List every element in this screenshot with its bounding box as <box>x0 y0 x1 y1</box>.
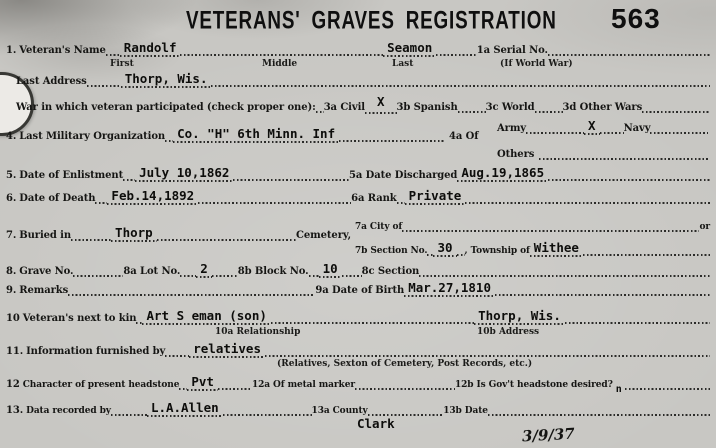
field-7a-or-label: or <box>699 222 710 232</box>
field-13-number: 13. <box>6 405 24 416</box>
dotted-leader <box>565 322 710 324</box>
field-1-last-value: Seamon <box>383 41 436 57</box>
field-4-row <box>6 125 444 143</box>
dotted-leader <box>179 388 187 390</box>
field-4-number: 4. <box>6 131 17 142</box>
field-8a-lot-value: 2 <box>196 262 212 278</box>
field-10b-address-sub: 10b Address <box>477 327 540 337</box>
field-7a-row <box>355 215 710 233</box>
field-5-value: July 10,1862 <box>135 166 233 182</box>
field-4-label: Last Military Organization <box>19 131 166 142</box>
sheet-number: 563 <box>611 3 661 34</box>
field-5-row <box>6 164 710 182</box>
field-13-value: L.A.Allen <box>147 401 223 417</box>
field-1-label: Veteran's Name <box>19 45 106 56</box>
dotted-leader <box>87 85 121 87</box>
dotted-leader <box>180 54 383 56</box>
field-5-label: Date of Enlistment <box>19 170 124 181</box>
dotted-leader <box>223 414 312 416</box>
dotted-leader <box>111 414 147 416</box>
field-7b-township-label: , Township of <box>464 246 530 256</box>
field-3b-spanish-label: 3b Spanish <box>396 102 458 113</box>
dotted-leader <box>642 111 710 113</box>
field-6a-rank-label: 6a Rank <box>351 193 397 204</box>
field-8a-lot-label: 8a Lot No. <box>123 266 181 277</box>
dotted-leader <box>419 275 710 277</box>
field-7b-row <box>355 239 710 257</box>
field-11-note: (Relatives, Sexton of Cemetery, Post Records, etc.) <box>277 359 533 369</box>
field-9-row <box>6 279 710 297</box>
field-1-sub-middle: Middle <box>262 59 298 69</box>
dotted-leader <box>625 388 710 390</box>
field-11-label: Information furnished by <box>26 346 166 357</box>
dotted-leader <box>526 132 584 134</box>
field-2-label: Last Address <box>16 76 87 87</box>
field-3d-other-wars-label: 3d Other Wars <box>562 102 643 113</box>
field-1a-serial-note: (If World War) <box>500 59 573 69</box>
field-13b-date-label: 13b Date <box>443 406 488 416</box>
field-10-kin-value: Art S eman (son) <box>142 309 270 325</box>
field-13-row <box>6 399 710 417</box>
dotted-leader <box>95 202 107 204</box>
field-13a-county-label: 13a County <box>311 406 368 416</box>
dotted-leader <box>548 179 710 181</box>
field-6-row <box>6 187 710 205</box>
dotted-leader <box>165 355 189 357</box>
field-3c-world-label: 3c World <box>485 102 535 113</box>
field-10-label: Veteran's next to kin <box>22 313 137 324</box>
field-1-number: 1. <box>6 45 17 56</box>
dotted-leader <box>165 140 173 142</box>
dotted-leader <box>583 254 710 256</box>
field-12-number: 12 <box>6 379 20 390</box>
field-7b-township-value: Withee <box>530 241 583 257</box>
field-3-label: War in which veteran participated (check proper one): <box>16 102 316 113</box>
dotted-leader <box>265 355 710 357</box>
dotted-leader <box>198 202 351 204</box>
field-7-value: Thorp <box>111 226 157 242</box>
dotted-leader <box>488 414 710 416</box>
field-12-value: Pvt <box>187 375 218 391</box>
dotted-leader <box>342 275 362 277</box>
field-4-value: Co. "H" 6th Minn. Inf <box>173 127 339 143</box>
field-12b-govt-value: n <box>615 384 622 395</box>
field-4a-army-navy-row <box>497 117 708 135</box>
dotted-leader <box>106 54 120 56</box>
field-12-row <box>6 373 710 395</box>
dotted-leader <box>123 179 135 181</box>
field-4a-navy-label: Navy <box>623 123 651 134</box>
field-13-label: Data recorded by <box>26 406 111 416</box>
field-6-label: Date of Death <box>19 193 96 204</box>
field-8-number: 8. <box>6 266 17 277</box>
dotted-leader <box>465 202 710 204</box>
field-3-row <box>16 96 710 114</box>
field-11-value: relatives <box>189 342 265 358</box>
dotted-leader <box>316 111 324 113</box>
field-7-row <box>6 224 351 242</box>
field-10-number: 10 <box>6 313 20 324</box>
field-10a-relationship-sub: 10a Relationship <box>215 327 301 337</box>
field-9a-birth-label: 9a Date of Birth <box>315 285 405 296</box>
dotted-leader <box>180 275 196 277</box>
field-6-number: 6. <box>6 193 17 204</box>
field-8b-block-label: 8b Block No. <box>237 266 309 277</box>
field-4a-others-label: Others <box>497 149 535 160</box>
field-1-first-value: Randolf <box>120 41 181 57</box>
field-12b-govt-label: 12b Is Gov't headstone desired? <box>454 380 613 390</box>
field-2-value: Thorp, Wis. <box>121 72 212 88</box>
dotted-leader <box>157 239 296 241</box>
field-6-value: Feb.14,1892 <box>107 189 198 205</box>
field-4a-army-checkmark: X <box>584 119 600 135</box>
field-7b-section-label: 7b Section No. <box>355 246 428 256</box>
dotted-leader <box>548 54 710 56</box>
dotted-leader <box>436 54 477 56</box>
field-1-sub-first: First <box>110 59 134 69</box>
dotted-leader <box>495 294 710 296</box>
field-10-row <box>6 307 710 325</box>
dotted-leader <box>211 85 710 87</box>
dotted-leader <box>402 230 699 232</box>
dotted-leader <box>339 140 444 142</box>
field-1-row <box>6 39 710 57</box>
field-13b-date-value: 3/9/37 <box>521 424 576 446</box>
field-5a-discharged-value: Aug.19,1865 <box>457 166 548 182</box>
field-6a-rank-value: Private <box>405 189 466 205</box>
field-1-sub-last: Last <box>392 59 414 69</box>
field-8c-section-label: 8c Section <box>361 266 420 277</box>
field-4a-army-label: Army <box>497 123 527 134</box>
dotted-leader <box>212 275 238 277</box>
field-13a-county-value: Clark <box>357 416 395 431</box>
dotted-leader <box>355 388 455 390</box>
dotted-leader <box>457 254 465 256</box>
field-9-label: Remarks <box>19 285 69 296</box>
field-7-label: Buried in <box>19 230 72 241</box>
field-5a-discharged-label: 5a Date Discharged <box>349 170 458 181</box>
dotted-leader <box>73 275 123 277</box>
dotted-leader <box>233 179 349 181</box>
field-4a-of-label: 4a Of <box>449 131 479 142</box>
field-7a-city-label: 7a City of <box>355 222 403 232</box>
field-8b-block-value: 10 <box>319 262 342 278</box>
field-12-label: Character of present headstone <box>22 380 180 390</box>
dotted-leader <box>309 275 319 277</box>
dotted-leader <box>271 322 474 324</box>
field-3a-civil-label: 3a Civil <box>323 102 365 113</box>
dotted-leader <box>458 111 486 113</box>
field-3a-civil-checkmark: X <box>365 95 397 114</box>
dotted-leader <box>535 111 563 113</box>
dotted-leader <box>650 132 708 134</box>
field-4a-others-row <box>497 143 708 161</box>
field-9a-birth-value: Mar.27,1810 <box>404 281 495 297</box>
field-11-row <box>6 340 710 358</box>
dotted-leader <box>539 158 708 160</box>
field-7-cemetery-label: Cemetery, <box>296 230 351 241</box>
field-12a-metal-label: 12a Of metal marker <box>251 380 355 390</box>
field-5-number: 5. <box>6 170 17 181</box>
field-7b-section-value: 30 <box>433 241 456 257</box>
dotted-leader <box>71 239 111 241</box>
field-1a-serial-label: 1a Serial No. <box>476 45 548 56</box>
dotted-leader <box>68 294 315 296</box>
field-2-row <box>16 70 710 88</box>
dotted-leader <box>218 388 252 390</box>
field-11-number: 11. <box>6 346 24 357</box>
dotted-leader <box>600 132 624 134</box>
field-7-number: 7. <box>6 230 17 241</box>
dotted-leader <box>397 202 405 204</box>
form-title: VETERANS' GRAVES REGISTRATION <box>186 6 557 35</box>
field-8-label: Grave No. <box>19 266 74 277</box>
field-9-number: 9. <box>6 285 17 296</box>
field-8-row <box>6 260 710 278</box>
field-10b-address-value: Thorp, Wis. <box>474 309 565 325</box>
